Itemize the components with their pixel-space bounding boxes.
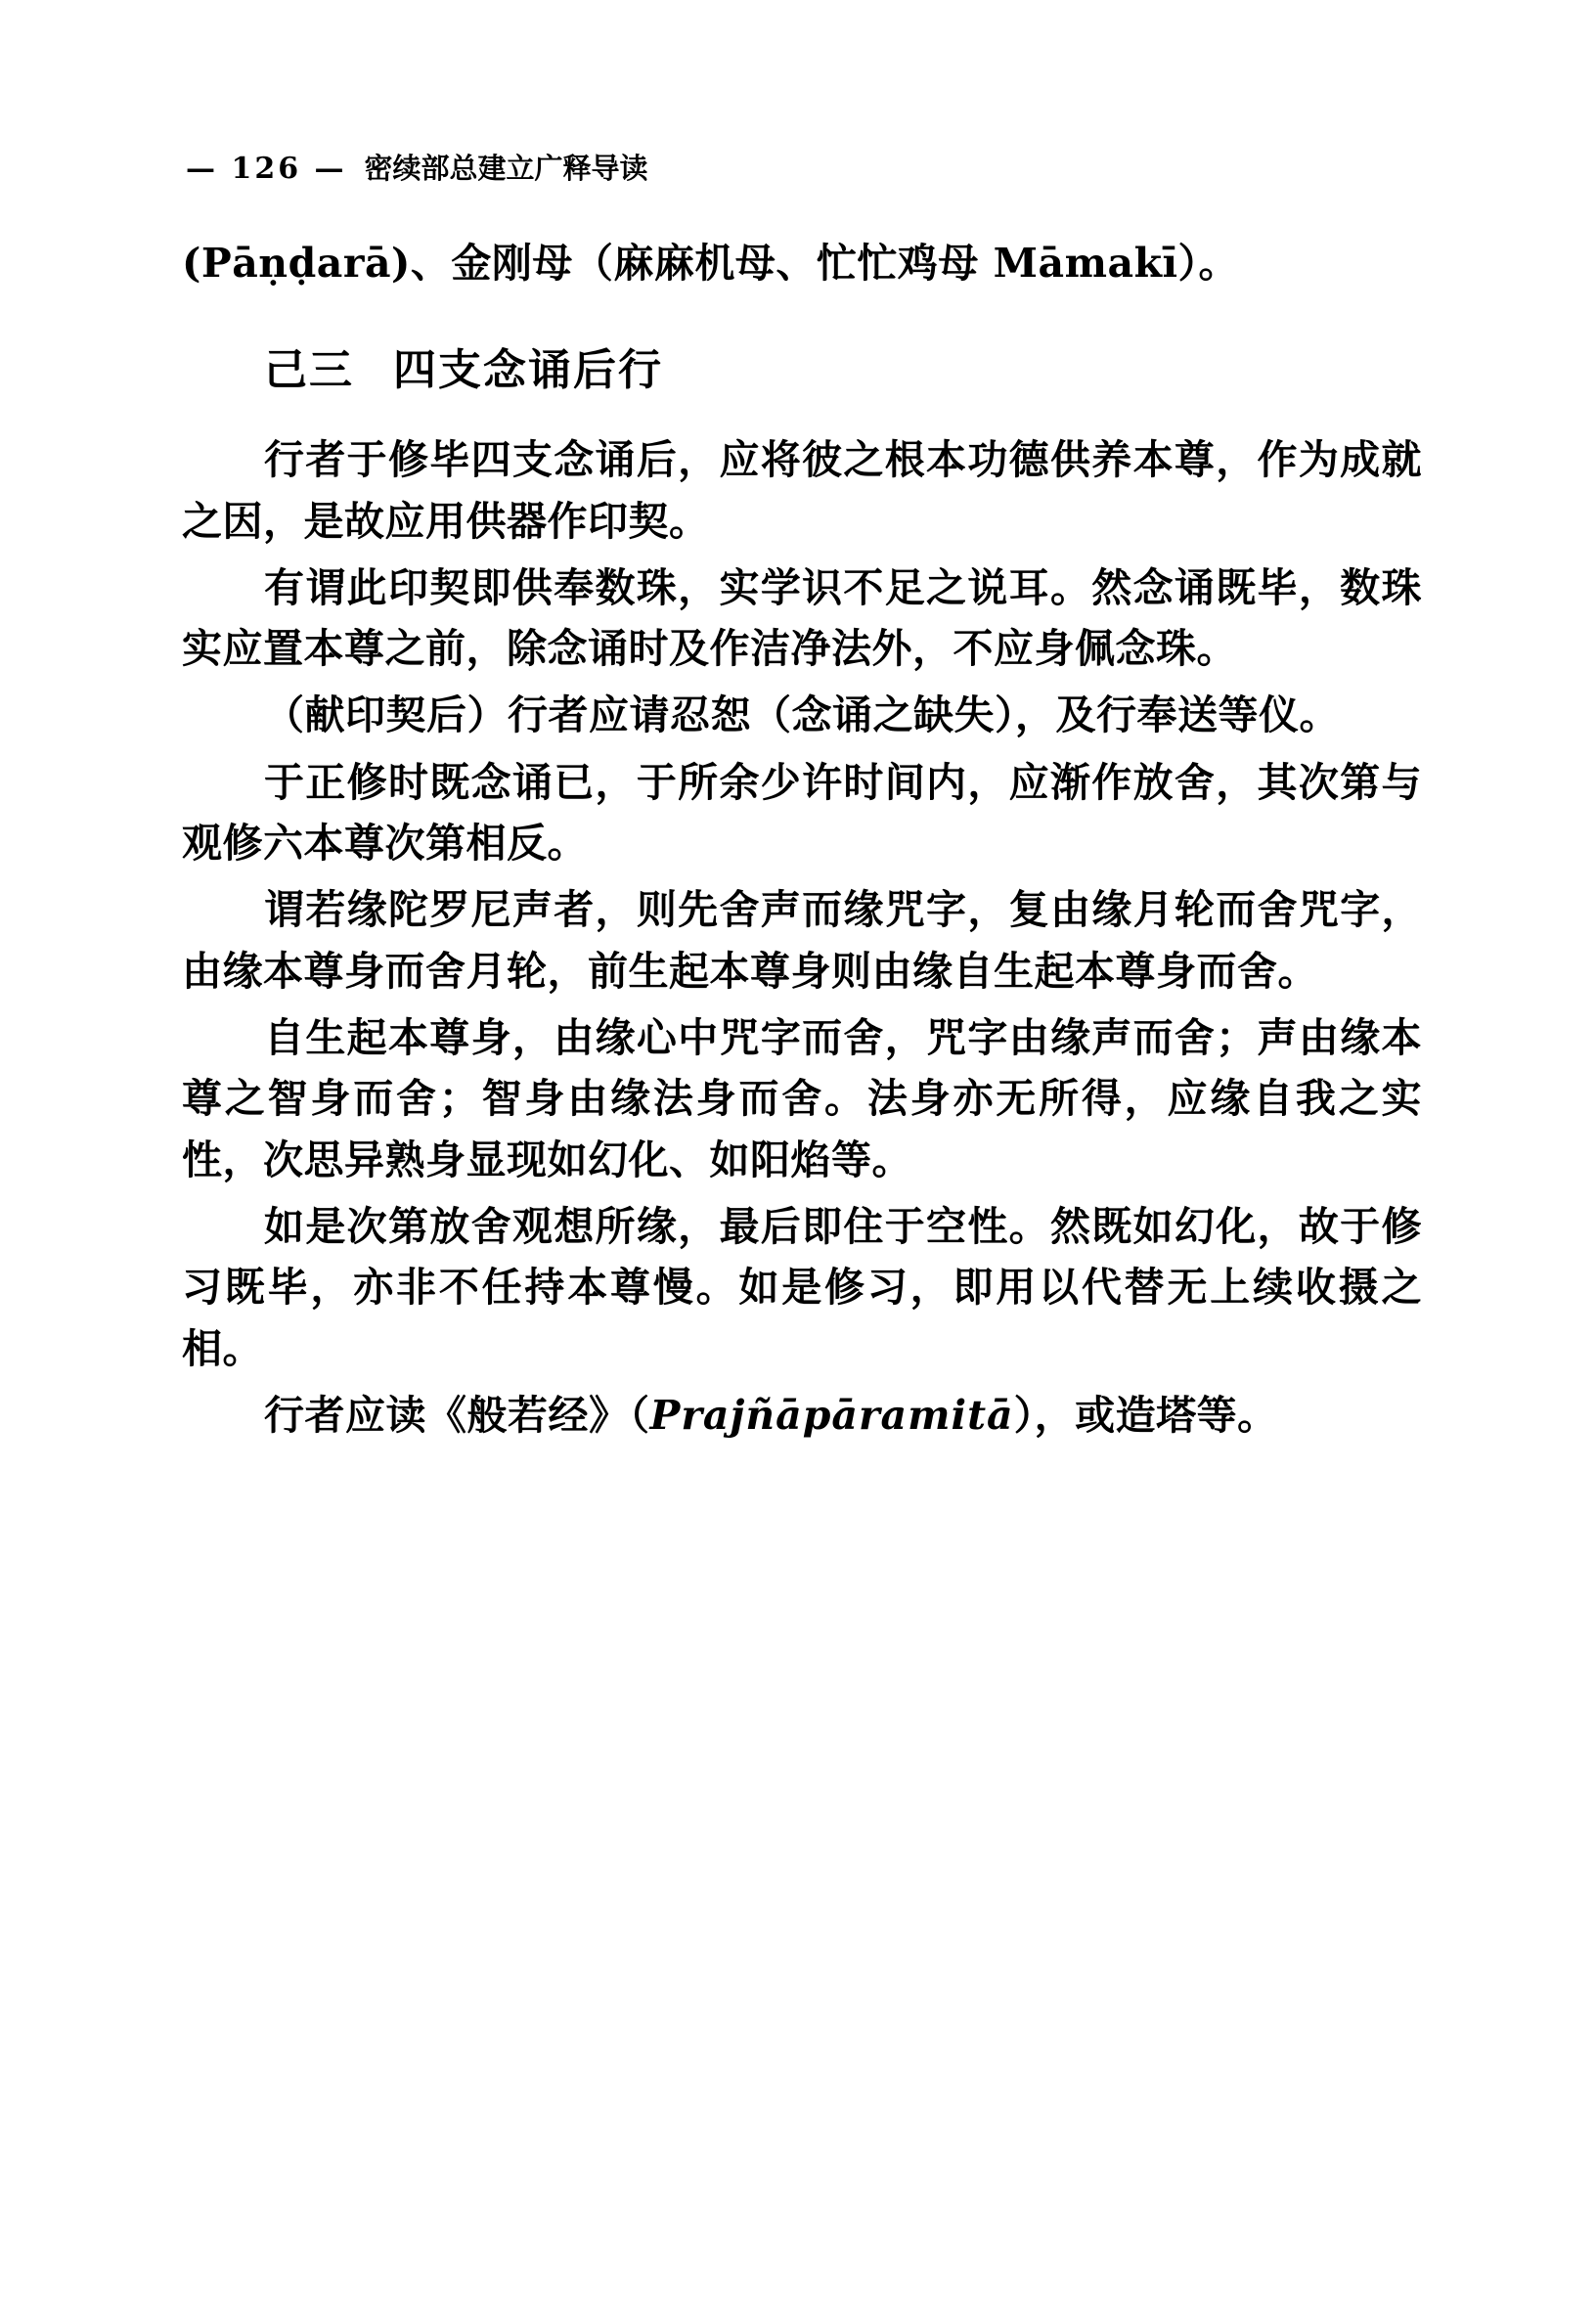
page-number: — 126 — — [186, 152, 347, 186]
paragraph: 于正修时既念诵已，于所余少许时间内，应渐作放舍，其次第与观修六本尊次第相反。 — [182, 758, 1422, 868]
section-heading-number: 己三 — [264, 345, 354, 396]
paragraph: （献印契后）行者应请忍恕（念诵之缺失），及行奉送等仪。 — [264, 691, 1340, 739]
paragraph: 如是次第放舍观想所缘，最后即住于空性。然既如幻化，故于修习既毕，亦非不任持本尊慢。如是修习，即用以代替无上续收摄之相。 — [182, 1202, 1422, 1372]
paragraph-with-italic — [182, 1385, 1422, 1446]
section-heading — [182, 338, 1422, 404]
page-header — [186, 147, 1418, 187]
continued-line: (Pāṇḍarā)、金刚母（麻麻机母、忙忙鸡母 Māmakī）。 — [182, 240, 1240, 287]
running-title: 密续部总建立广释导读 — [364, 152, 648, 185]
sanskrit-term: Prajñāpāramitā — [649, 1391, 1014, 1439]
paragraph: 自生起本尊身，由缘心中咒字而舍，咒字由缘声而舍；声由缘本尊之智身而舍；智身由缘法身而舍。法身亦无所得，应缘自我之实性，次思异熟身显现如幻化、如阳焰等。 — [182, 1014, 1422, 1183]
paragraph: 行者于修毕四支念诵后，应将彼之根本功德供养本尊，作为成就之因，是故应用供器作印契。 — [182, 436, 1422, 545]
section-heading-title: 四支念诵后行 — [393, 345, 663, 396]
paragraph-prefix: 行者应读《般若经》（ — [264, 1391, 650, 1439]
page-content — [182, 233, 1422, 1451]
paragraph: 有谓此印契即供奉数珠，实学识不足之说耳。然念诵既毕，数珠实应置本尊之前，除念诵时及作洁净法外，不应身佩念珠。 — [182, 563, 1422, 673]
paragraph-suffix: ），或造塔等。 — [1013, 1391, 1278, 1439]
paragraph: 谓若缘陀罗尼声者，则先舍声而缘咒字，复由缘月轮而舍咒字，由缘本尊身而舍月轮，前生起本尊身则由缘自生起本尊身而舍。 — [182, 886, 1422, 995]
